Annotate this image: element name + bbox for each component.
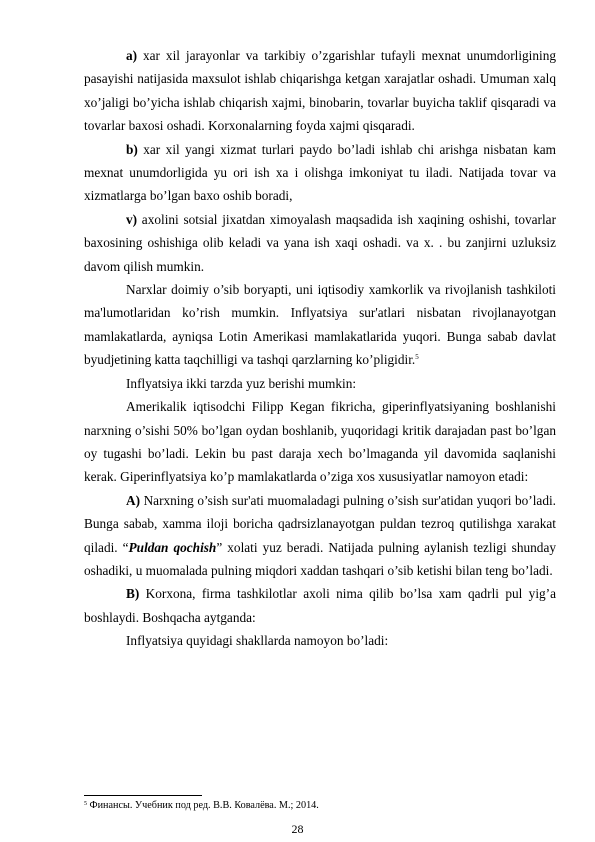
paragraph-two-ways: Inflyatsiya ikki tarzda yuz berishi mumkin: — [126, 375, 357, 391]
paragraph-v-text: axolini sotsial jixatdan ximoyalash maqsadida ish xaqining oshishi, tovarlar baxosining oshishiga olib keladi va yana ish xaqi oshadi. va x. . bu zanjirni uzluksiz davom qilish mumkin. — [84, 211, 556, 274]
paragraph-prices — [84, 278, 556, 372]
paragraph-a-text: xar xil jarayonlar va tarkibiy o’zgarishlar tufayli mexnat unumdorligining pasayishi natijasida maxsulot ishlab chiqarishga ketgan xarajatlar oshadi. Umuman xalq xo’jaligi bo’yicha ishlab chiqarish xajmi, binobarin, tovarlar buyicha taklif qisqaradi va tovarlar baxosi oshadi. Korxonalarning foyda xajmi qisqaradi. — [84, 48, 556, 134]
paragraph-prices-text: Narxlar doimiy o’sib boryapti, uni iqtisodiy xamkorlik va rivojlanish tashkiloti ma'lumotlaridan ko’rish mumkin. Inflyatsiya sur'atlari nisbatan rivojlanayotgan mamlakatlarda, ayniqsa Lotin Amerikasi mamlakatlarida yuqori. Bunga sabab davlat byudjetining katta taqchilligi va tashqi qarzlarning ko’pligidir. — [84, 282, 556, 368]
paragraph-B — [84, 582, 556, 629]
footnote-divider — [84, 795, 202, 796]
paragraph-A — [84, 489, 556, 583]
footnote-text: Финансы. Учебник под ред. В.В. Ковалёва. М.; 2014. — [87, 800, 319, 811]
paragraph-A-emphasis: Puldan qochish — [128, 539, 217, 555]
paragraph-v — [84, 208, 556, 278]
paragraph-a — [84, 44, 556, 138]
document-body — [84, 44, 556, 653]
paragraph-kegan: Amerikalik iqtisodchi Filipp Kegan fikricha, giperinflyatsiyaning boshlanishi narxning o’sishi 50% bo’lgan oydan boshlanib, yuqoridagi kritik darajadan past bo’lgan oy tugashi bo’ladi. Lekin bu past daraja xech bo’lmaganda yil davomida saqlanishi kerak. Giperinflyatsiya ko’p mamlakatlarda o’ziga xos xususiyatlar namoyon etadi: — [84, 399, 556, 485]
paragraph-A-text-2: ” xolati yuz beradi. Natijada pulning aylanish tezligi shunday oshadiki, u muomalada pulning miqdori xaddan tashqari o’sib ketishi bilan teng bo’ladi. — [84, 539, 556, 578]
footnote-number: 5 — [84, 801, 87, 807]
paragraph-B-text: Korxona, firma tashkilotlar axoli nima qilib bo’lsa xam qadrli pul yig’a boshlaydi. Boshqacha aytganda: — [84, 586, 556, 625]
paragraph-A-text-1: Narxning o’sish sur'ati muomaladagi pulning o’sish sur'atidan yuqori bo’ladi. Bunga sabab, xamma iloji boricha qadrsizlanayotgan puldan tezroq qutilishga xarakat qiladi. “ — [84, 492, 556, 555]
footnote-ref: 5 — [415, 353, 419, 362]
paragraph-b-text: xar xil yangi xizmat turlari paydo bo’ladi ishlab chi arishga nisbatan kam mexnat unumdorligida yu ori ish xa i olishga imkoniyat tu iladi. Natijada tovar va xizmatlarga bo’lgan baxo oshib boradi, — [84, 141, 556, 204]
item-label-b: b) — [126, 141, 138, 157]
page-number: 28 — [291, 822, 304, 836]
item-label-v: v) — [126, 211, 138, 227]
item-label-B: B) — [126, 586, 140, 602]
item-label-A: A) — [126, 492, 141, 508]
paragraph-b — [84, 138, 556, 208]
paragraph-forms: Inflyatsiya quyidagi shakllarda namoyon bo’ladi: — [126, 633, 389, 649]
item-label-a: a) — [126, 48, 138, 63]
footnote — [84, 799, 319, 812]
